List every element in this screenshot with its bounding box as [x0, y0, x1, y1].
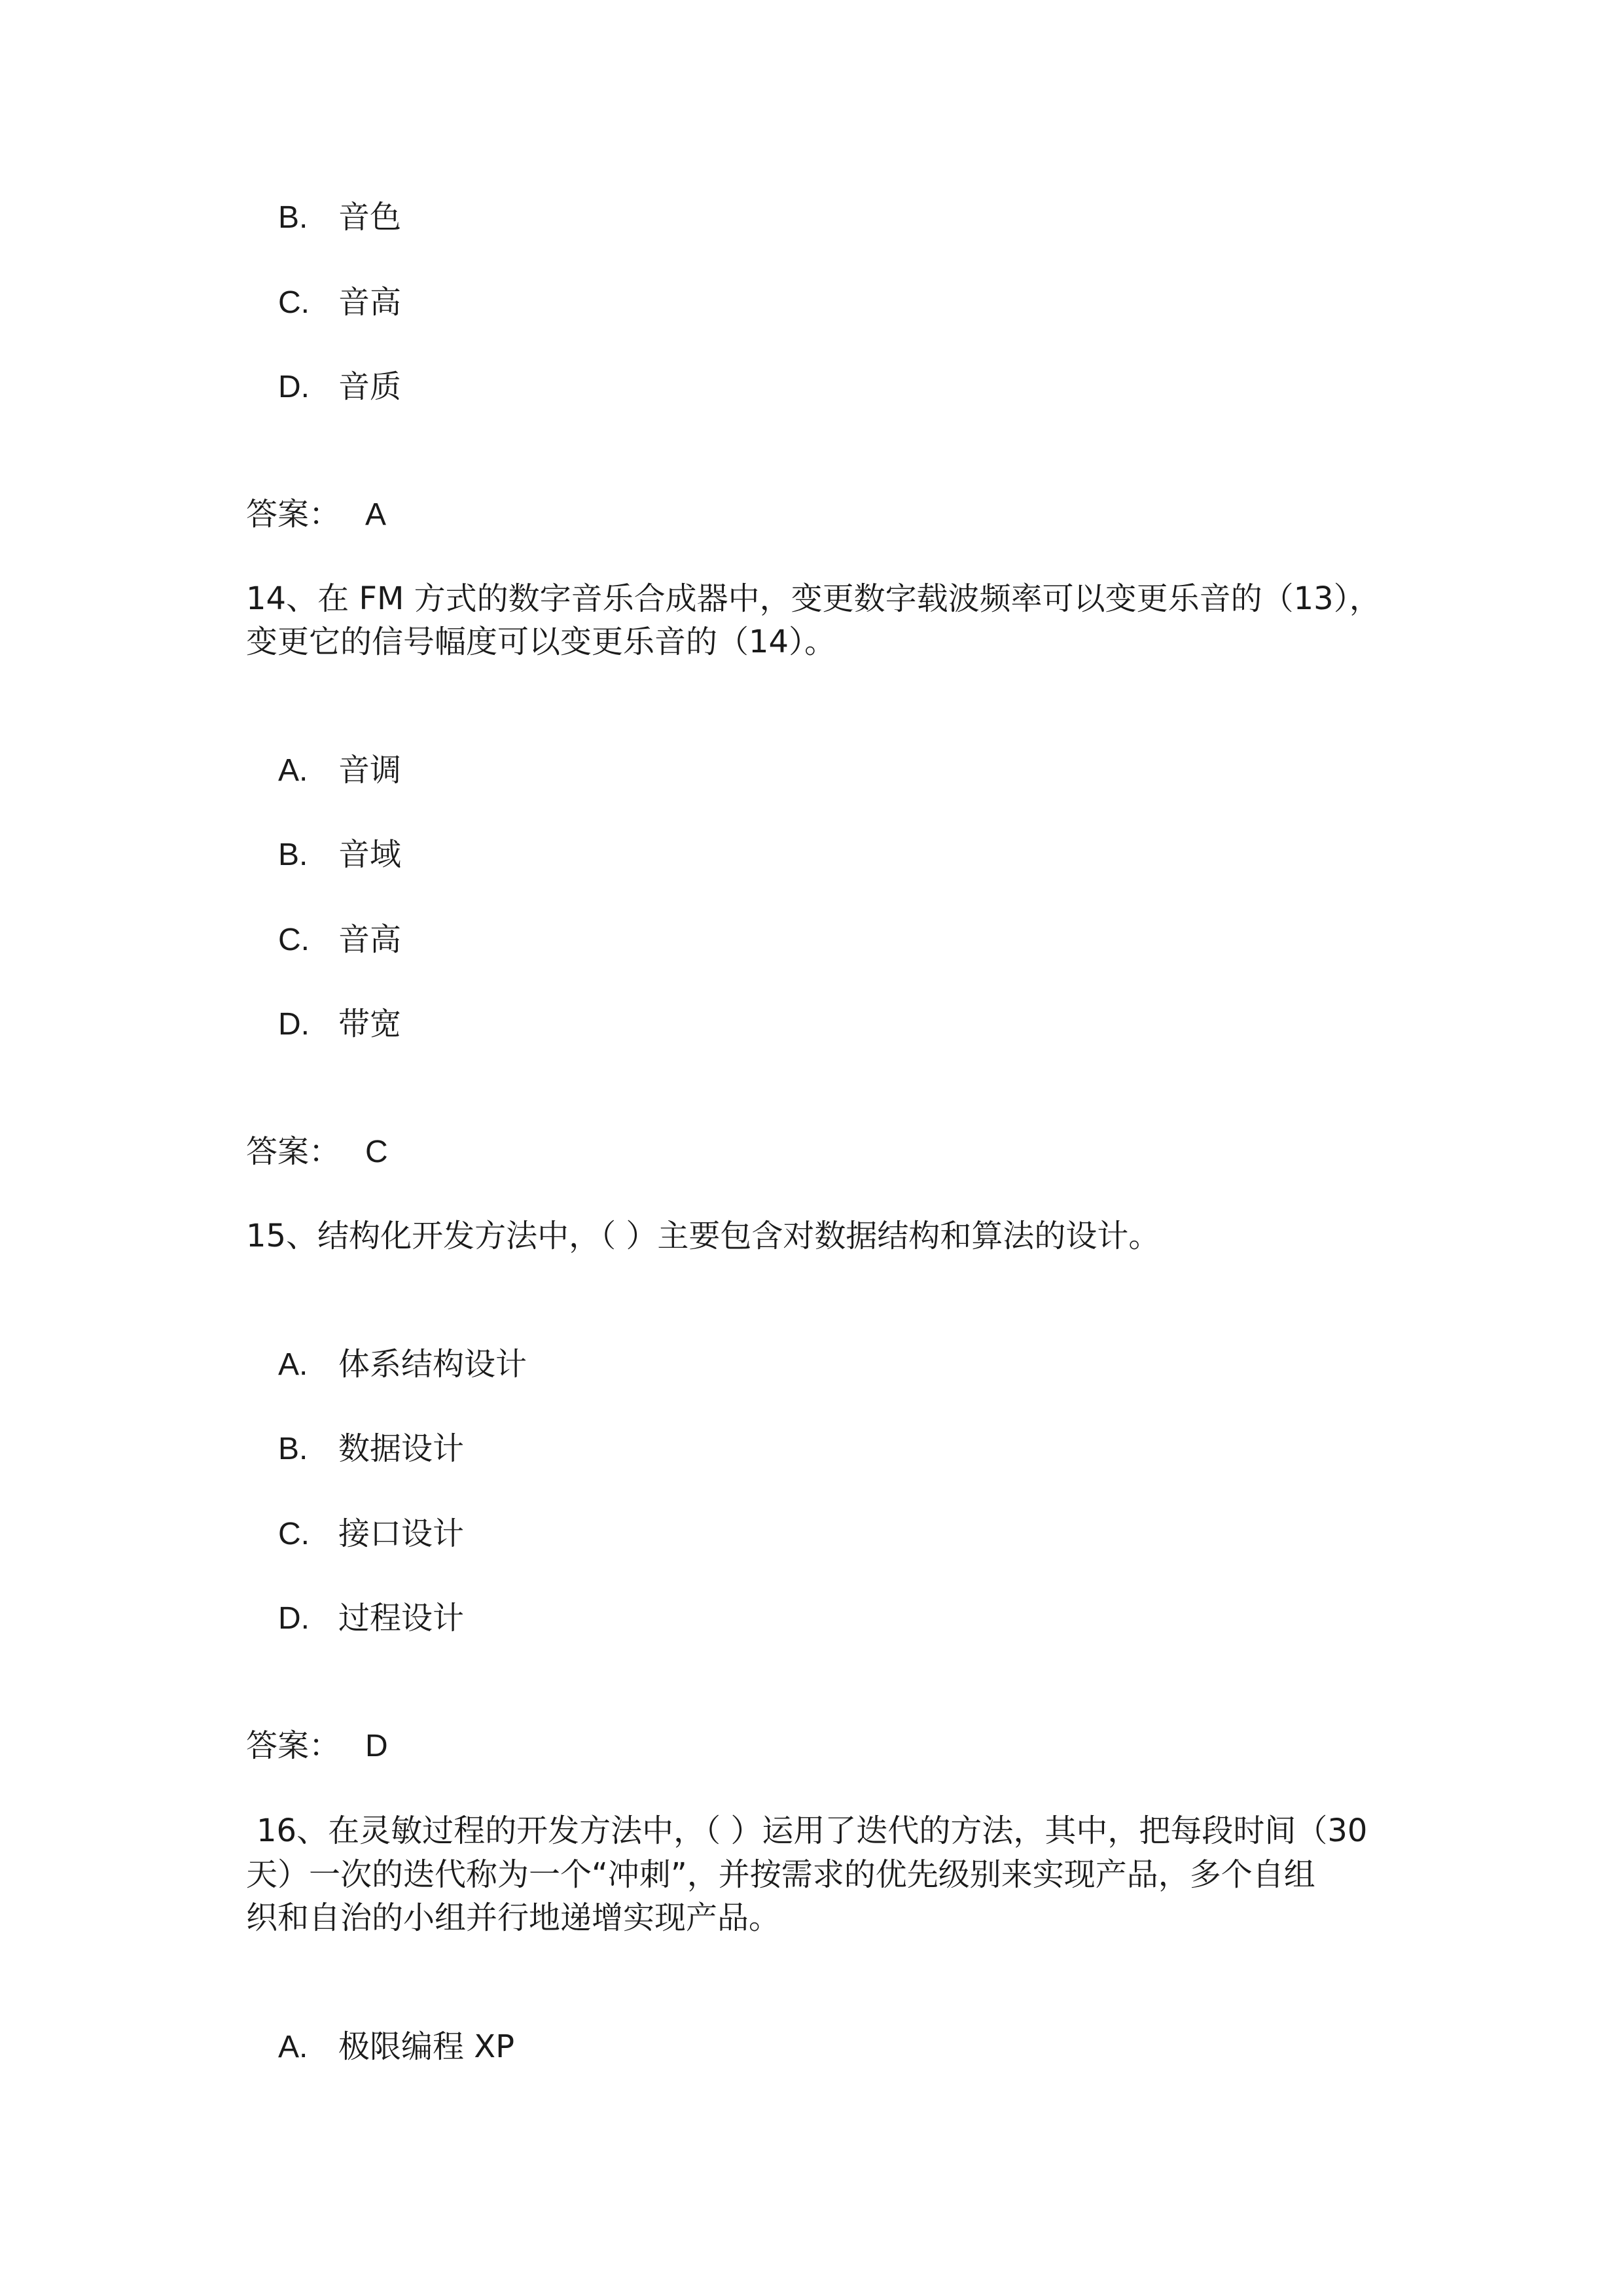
option-letter: B. — [278, 200, 308, 235]
option-text: 接口设计 — [338, 1515, 465, 1552]
question-14-line-2: 变更它的信号幅度可以变更乐音的（14）。 — [246, 624, 836, 660]
option-d — [278, 367, 401, 407]
question-16-line-1: 16、在灵敏过程的开发方法中，（ ）运用了迭代的方法，其中，把每段时间（30 — [257, 1812, 1368, 1849]
answer-line — [246, 1132, 388, 1172]
option-letter: C. — [278, 1517, 310, 1551]
answer-line — [246, 1726, 388, 1766]
option-c — [278, 1514, 464, 1554]
option-a — [278, 751, 401, 790]
answer-label: 答案： — [246, 1133, 341, 1170]
option-letter: C. — [278, 923, 310, 957]
option-letter: A. — [278, 753, 308, 788]
option-b — [278, 1429, 464, 1469]
option-b — [278, 835, 401, 875]
option-a — [278, 2027, 514, 2067]
option-text: 音高 — [338, 284, 402, 321]
answer-line — [246, 495, 386, 535]
answer-value: C — [365, 1135, 388, 1169]
option-letter: B. — [278, 838, 308, 872]
option-text: 音色 — [338, 199, 402, 236]
option-text: 音质 — [338, 368, 402, 405]
option-c — [278, 283, 401, 323]
option-letter: D. — [278, 370, 310, 404]
option-letter: A. — [278, 1347, 308, 1382]
answer-label: 答案： — [246, 1727, 341, 1764]
option-a — [278, 1345, 527, 1385]
answer-label: 答案： — [246, 496, 341, 533]
option-letter: A. — [278, 2030, 308, 2064]
option-d — [278, 1598, 464, 1638]
option-text: 体系结构设计 — [338, 1346, 527, 1383]
option-c — [278, 920, 401, 960]
option-text: 过程设计 — [338, 1600, 465, 1636]
option-text: 音域 — [338, 836, 402, 873]
option-text: 极限编程 XP — [338, 2028, 515, 2065]
option-d — [278, 1004, 401, 1044]
option-letter: B. — [278, 1432, 308, 1466]
question-16-line-2: 天）一次的迭代称为一个“冲刺”，并按需求的优先级别来实现产品，多个自组 — [246, 1856, 1315, 1893]
answer-value: A — [365, 497, 387, 532]
option-b — [278, 198, 401, 238]
option-text: 带宽 — [338, 1006, 402, 1042]
question-14-line-1: 14、在 FM 方式的数字音乐合成器中，变更数字载波频率可以变更乐音的（13）， — [246, 580, 1381, 617]
option-letter: C. — [278, 285, 310, 320]
option-text: 音调 — [338, 752, 402, 788]
option-text: 音高 — [338, 921, 402, 958]
option-letter: D. — [278, 1007, 310, 1042]
option-letter: D. — [278, 1601, 310, 1636]
question-15-line-1: 15、结构化开发方法中，（ ）主要包含对数据结构和算法的设计。 — [246, 1218, 1160, 1254]
question-16-line-3: 织和自治的小组并行地递增实现产品。 — [246, 1899, 781, 1936]
option-text: 数据设计 — [338, 1430, 465, 1467]
answer-value: D — [365, 1729, 388, 1763]
